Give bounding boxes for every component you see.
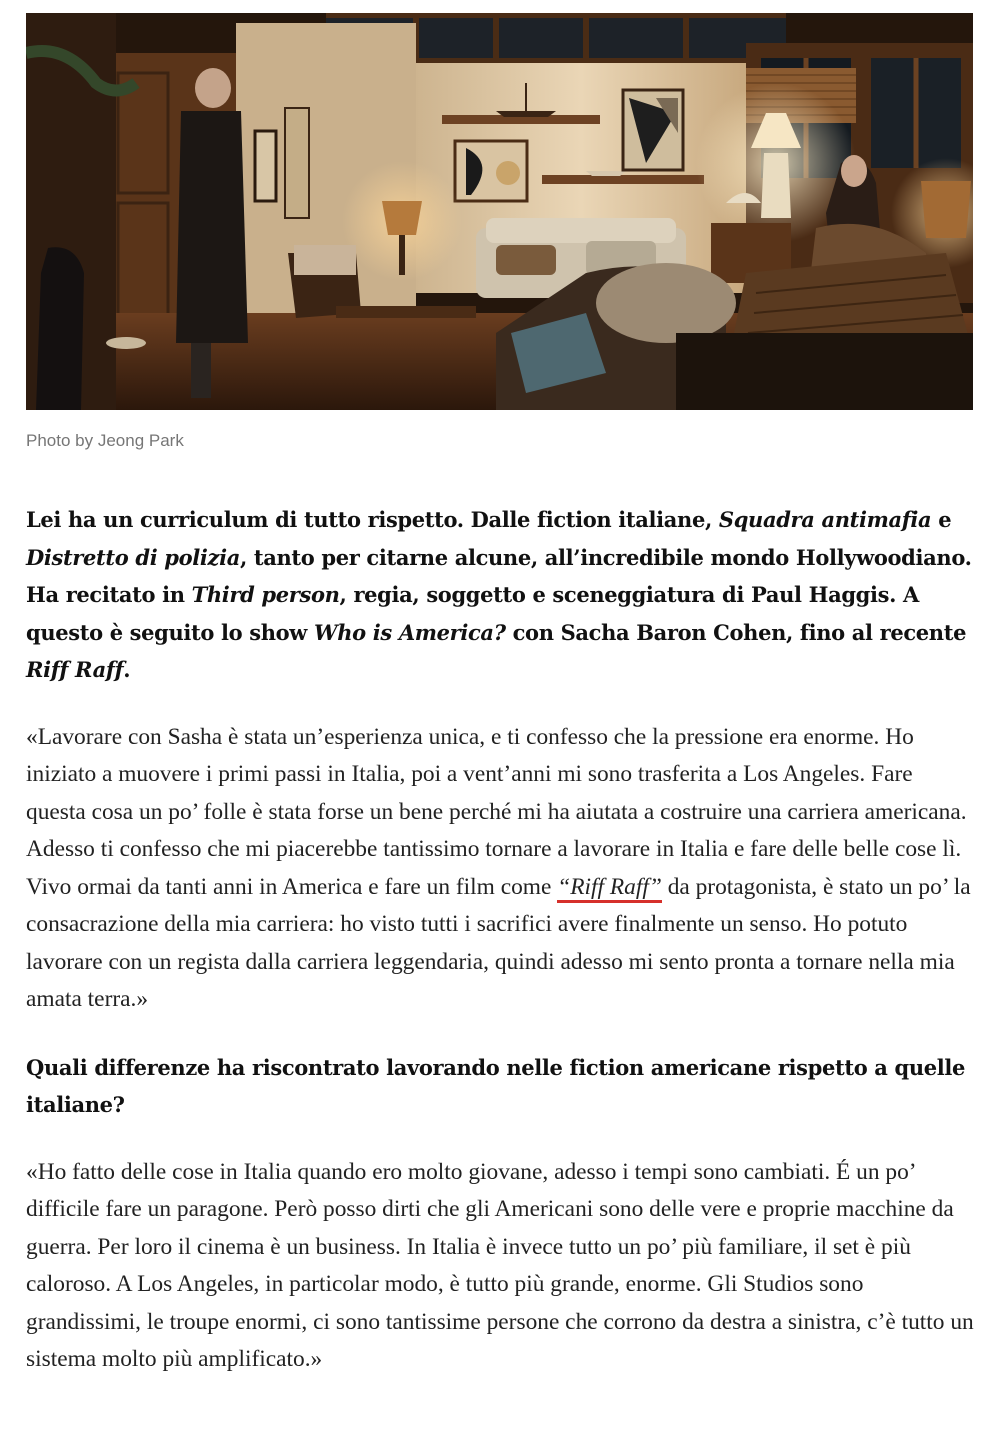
living-room-scene <box>26 13 973 410</box>
answer-paragraph-1 <box>26 719 974 1019</box>
lead-text: e <box>931 507 952 532</box>
article <box>26 13 974 1379</box>
riff-raff-link[interactable]: “Riff Raff” <box>557 874 662 903</box>
question-heading: Quali differenze ha riscontrato lavorando nelle fiction americane rispetto a quelle italiane? <box>26 1054 966 1117</box>
lead-text: , regia, soggetto e sceneggiatura di Paul Haggis. A questo è seguito lo show <box>26 582 919 645</box>
lead-text: Lei ha un curriculum di tutto rispetto. Dalle fiction italiane, <box>26 507 719 532</box>
lead-title-who-is-america: Who is America? <box>314 619 506 645</box>
lead-title-third-person: Third person <box>191 582 340 607</box>
answer-paragraph-2: «Ho fatto delle cose in Italia quando ero molto giovane, adesso i tempi sono cambiati. É un po’ difficile fare un paragone. Però posso dirti che gli Americani sono delle vere e proprie macchine da guerra. Per loro il cinema è un business. In Italia è invece tutto un po’ più familiare, il set è più caloroso. A Los Angeles, in particolar modo, è tutto più grande, enorme. Gli Studios sono grandissimi, le troupe enormi, ci sono tantissime persone che corrono da destra a sinistra, c’è tutto un sistema molto più amplificato.» <box>26 1158 974 1372</box>
lead-title-squadra: Squadra antimafia <box>718 507 932 532</box>
answer-text: «Lavorare con Sasha è stata un’esperienza unica, e ti confesso che la pressione era enorme. Ho iniziato a muovere i primi passi in Italia, poi a vent’anni mi sono trasferita a Los Angeles. Fare questa cosa un po’ folle è stata forse un bene perché mi ha aiutata a costruire una carriera americana. Adesso ti confesso che mi piacerebbe tantissimo tornare a lavorare in Italia e fare delle belle cose lì. Vivo ormai da tanti anni in America e fare un film come <box>26 723 967 900</box>
article-photo <box>26 13 973 410</box>
lead-title-riff-raff: Riff Raff <box>26 657 124 682</box>
answer-text: da protagonista, è stato un po’ la consacrazione della mia carriera: ho visto tutti i sacrifici avere finalmente un senso. Ho potuto lavorare con un regista dalla carriera leggendaria, quindi adesso mi sento pronta a tornare nella mia amata terra.» <box>26 873 971 1012</box>
lead-text: . <box>123 657 131 682</box>
lead-title-distretto: Distretto di polizia <box>26 544 240 570</box>
lead-text: con Sacha Baron Cohen, fino al recente <box>505 619 967 645</box>
lead-paragraph <box>26 501 974 689</box>
photo-caption: Photo by Jeong Park <box>26 431 184 450</box>
lead-text: , tanto per citarne alcune, all’incredibile mondo Hollywoodiano. Ha recitato in <box>26 544 972 607</box>
